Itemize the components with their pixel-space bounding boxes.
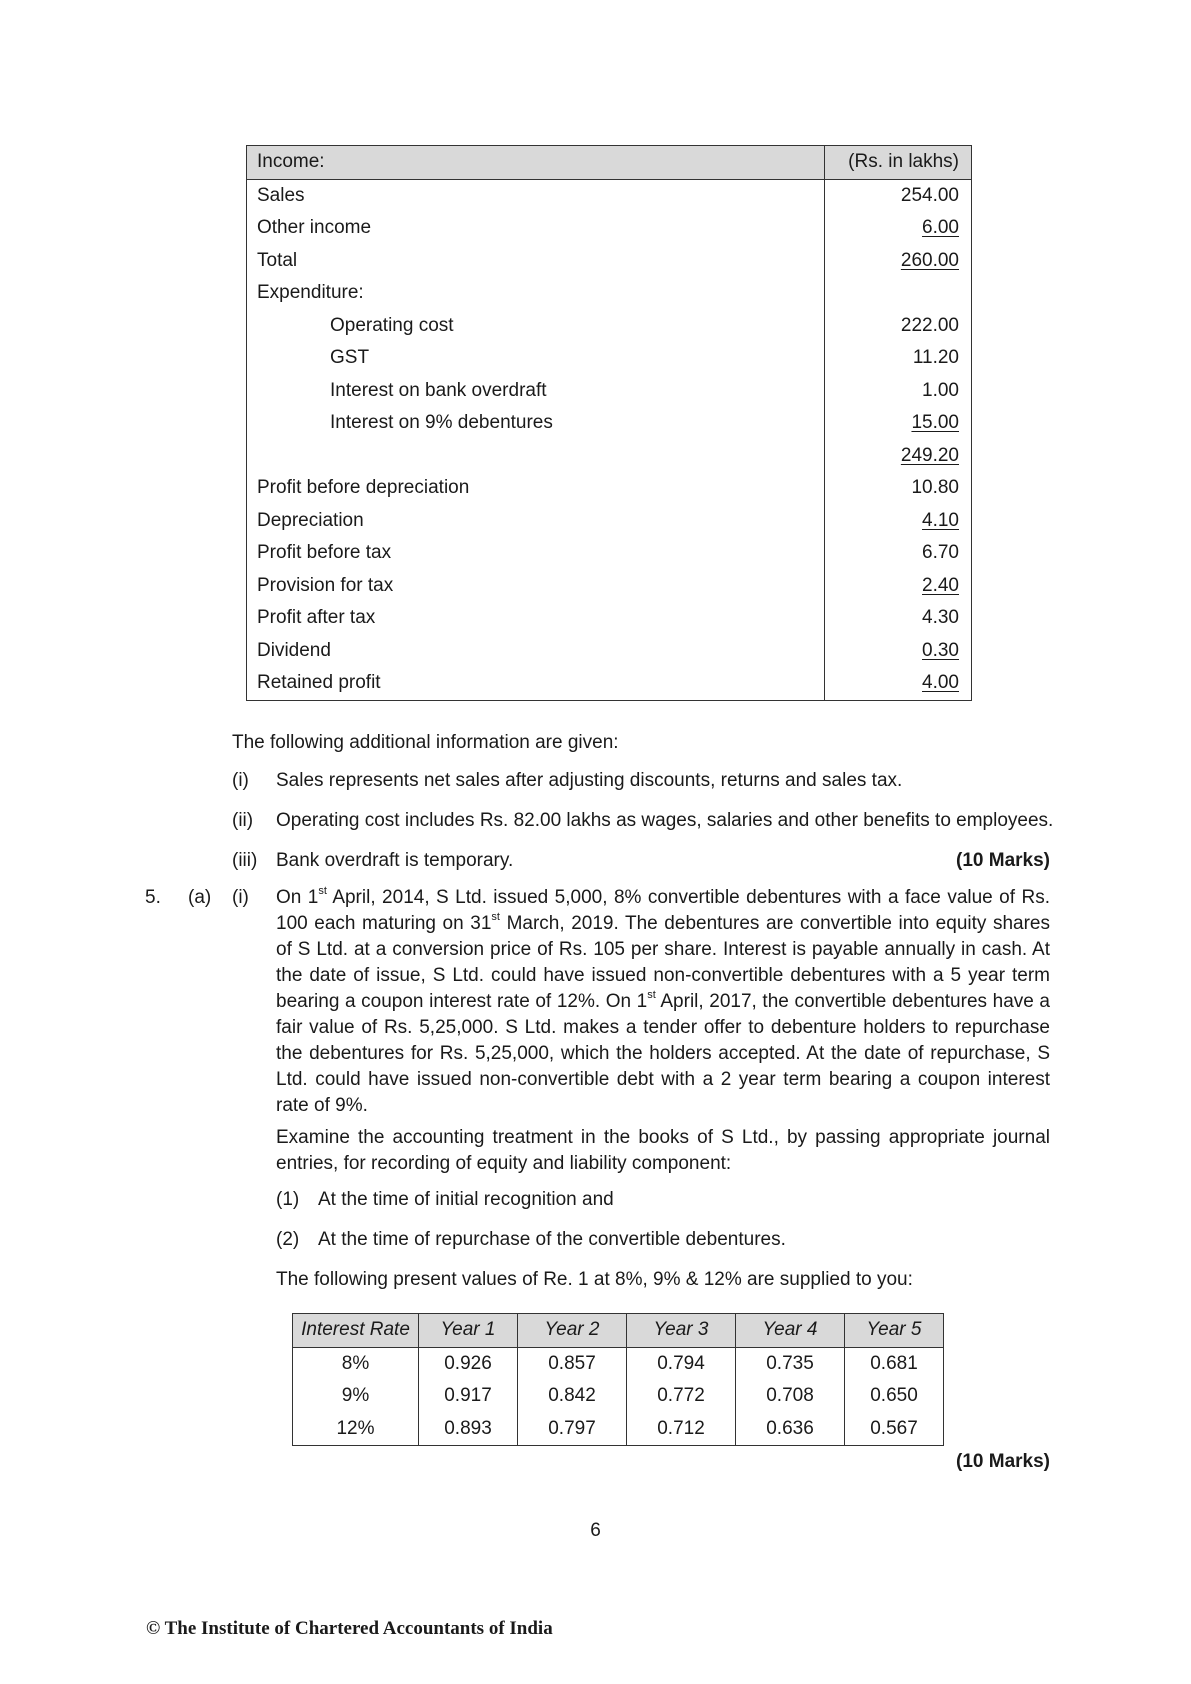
table-row	[293, 1380, 944, 1413]
pv-cell: 0.712	[627, 1413, 736, 1446]
row-label: Expenditure:	[257, 282, 364, 304]
pv-intro: The following present values of Re. 1 at 8%, 9% & 12% are supplied to you:	[276, 1269, 913, 1290]
pv-header-cell: Year 3	[627, 1314, 736, 1348]
info-item-text: Sales represents net sales after adjusting discounts, returns and sales tax.	[276, 770, 903, 791]
table-row	[247, 440, 972, 473]
row-amount: 10.80	[825, 472, 972, 505]
para-text: March, 2019. The debentures are convertible into equity shares of S Ltd. at a conversion price of Rs. 105 per share. Interest is payable annually in cash. At the date of issue, S Ltd. could have issued non-convertible debentures with a 5 year term bearing a coupon interest rate of 12%. On 1	[276, 913, 1050, 1012]
row-label: Other income	[257, 217, 372, 239]
row-label: Profit before depreciation	[257, 477, 470, 499]
row-amount: 0.30	[922, 639, 959, 661]
pv-header-cell: Year 1	[419, 1314, 518, 1348]
pv-header-row	[293, 1314, 944, 1348]
page-number: 6	[590, 1520, 601, 1541]
pv-cell: 8%	[341, 1352, 370, 1374]
pv-cell: 0.772	[627, 1380, 736, 1413]
table-row	[293, 1347, 944, 1380]
list-text: At the time of initial recognition and	[318, 1189, 614, 1210]
header-label: Income:	[247, 146, 825, 180]
pv-cell: 0.797	[518, 1413, 627, 1446]
pv-cell: 0.917	[419, 1380, 518, 1413]
row-amount: 4.30	[825, 602, 972, 635]
pv-cell: 0.842	[518, 1380, 627, 1413]
para-text: April, 2017, the convertible debentures have a fair value of Rs. 5,25,000. S Ltd. makes a tender offer to debenture holders to repurchase the debentures for Rs. 5,25,000, which the holders accepted. At the date of repurchase, S Ltd. could have issued non-convertible debt with a 2 year term bearing a coupon interest rate of 9%.	[276, 991, 1050, 1116]
info-item-text: Operating cost includes Rs. 82.00 lakhs as wages, salaries and other benefits to employees.	[276, 810, 1054, 831]
question-part: (a)	[188, 887, 212, 908]
row-label: Sales	[257, 184, 305, 206]
row-amount: 6.00	[922, 217, 959, 239]
table-row	[247, 179, 972, 212]
pv-header-cell: Interest Rate	[293, 1314, 419, 1348]
superscript: st	[318, 885, 327, 897]
row-amount: 2.40	[922, 574, 959, 596]
info-item-num: (i)	[232, 770, 249, 791]
pv-cell: 0.735	[736, 1347, 845, 1380]
row-amount	[825, 277, 972, 310]
header-unit: (Rs. in lakhs)	[825, 146, 972, 180]
row-label: Profit after tax	[257, 607, 376, 629]
present-value-table	[292, 1313, 944, 1446]
info-item-num: (ii)	[232, 810, 254, 831]
pv-cell: 0.681	[845, 1347, 944, 1380]
row-label: GST	[330, 347, 370, 369]
table-row	[247, 505, 972, 538]
table-row	[247, 212, 972, 245]
question-number: 5.	[145, 887, 161, 908]
list-num: (1)	[276, 1189, 300, 1210]
row-amount: 15.00	[911, 412, 959, 434]
pv-cell: 0.650	[845, 1380, 944, 1413]
pv-cell: 0.708	[736, 1380, 845, 1413]
table-row	[247, 635, 972, 668]
pv-cell: 0.636	[736, 1413, 845, 1446]
row-label	[247, 440, 825, 473]
para-text: April, 2014, S Ltd. issued 5,000, 8% convertible debentures with a face value of Rs. 100 each maturing on 31	[276, 887, 1050, 934]
pv-cell: 12%	[336, 1417, 375, 1439]
pv-header-cell: Year 5	[845, 1314, 944, 1348]
additional-info-intro: The following additional information are given:	[232, 732, 619, 753]
list-num: (2)	[276, 1229, 300, 1250]
row-label: Interest on 9% debentures	[330, 412, 553, 434]
table-row	[247, 667, 972, 700]
table-row	[247, 245, 972, 278]
table-row	[247, 537, 972, 570]
row-amount: 6.70	[825, 537, 972, 570]
row-amount: 260.00	[900, 249, 959, 271]
marks-label: (10 Marks)	[956, 850, 1050, 871]
row-label: Provision for tax	[257, 574, 394, 596]
superscript: st	[491, 911, 500, 923]
info-item-text: Bank overdraft is temporary.	[276, 850, 514, 871]
question-sub: (i)	[232, 887, 249, 908]
row-amount: 4.10	[922, 509, 959, 531]
row-amount: 222.00	[825, 310, 972, 343]
list-text: At the time of repurchase of the convertible debentures.	[318, 1229, 786, 1250]
row-label: Profit before tax	[257, 542, 392, 564]
income-statement-table	[246, 145, 972, 701]
row-amount: 254.00	[825, 179, 972, 212]
table-row	[247, 472, 972, 505]
row-amount: 11.20	[825, 342, 972, 375]
row-label: Interest on bank overdraft	[330, 379, 547, 401]
pv-cell: 0.567	[845, 1413, 944, 1446]
row-label: Dividend	[257, 639, 331, 661]
table-row	[247, 375, 972, 408]
pv-header-cell: Year 2	[518, 1314, 627, 1348]
pv-cell: 9%	[341, 1385, 370, 1407]
row-amount: 4.00	[922, 672, 959, 694]
pv-cell: 0.794	[627, 1347, 736, 1380]
marks-label: (10 Marks)	[956, 1451, 1050, 1472]
table-row	[247, 310, 972, 343]
pv-header-cell: Year 4	[736, 1314, 845, 1348]
row-amount: 1.00	[825, 375, 972, 408]
pv-cell: 0.857	[518, 1347, 627, 1380]
pv-cell: 0.926	[419, 1347, 518, 1380]
para-text: On 1	[276, 887, 319, 908]
pv-cell: 0.893	[419, 1413, 518, 1446]
question-paragraph-2: Examine the accounting treatment in the books of S Ltd., by passing appropriate journal entries, for recording of equity and liability component:	[276, 1127, 1050, 1174]
row-label: Total	[257, 249, 298, 271]
footer-copyright: © The Institute of Chartered Accountants of India	[146, 1618, 553, 1639]
superscript: st	[647, 989, 656, 1001]
row-label: Operating cost	[330, 314, 454, 336]
table-row	[247, 342, 972, 375]
table-row	[293, 1413, 944, 1446]
row-label: Retained profit	[257, 672, 381, 694]
row-label: Depreciation	[257, 509, 364, 531]
table-row	[247, 602, 972, 635]
table-row	[247, 407, 972, 440]
question-paragraph-1	[276, 885, 1050, 1119]
table-header-row	[247, 146, 972, 180]
row-amount: 249.20	[900, 444, 959, 466]
table-row	[247, 570, 972, 603]
table-row	[247, 277, 972, 310]
info-item-num: (iii)	[232, 850, 258, 871]
